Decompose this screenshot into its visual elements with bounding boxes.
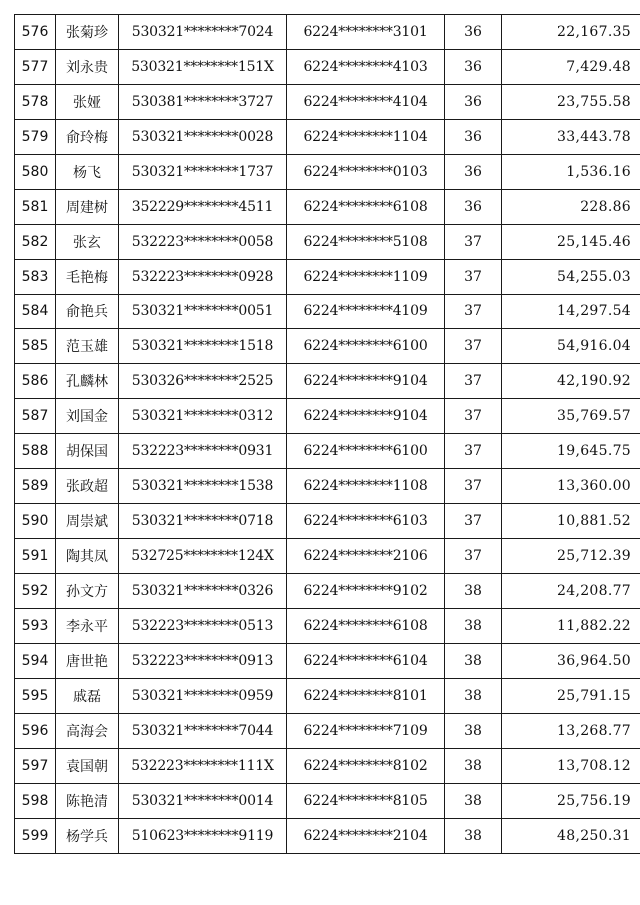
row-number-cell: 582 — [15, 224, 56, 259]
months-cell: 38 — [445, 713, 502, 748]
amount-cell: 36,964.50 — [502, 643, 640, 678]
table-row — [15, 224, 640, 259]
id-number-cell: 530321********151X — [119, 49, 287, 84]
name-cell: 张政超 — [56, 469, 119, 504]
name-cell: 陈艳清 — [56, 783, 119, 818]
months-cell: 37 — [445, 364, 502, 399]
months-cell: 36 — [445, 189, 502, 224]
id-number-cell: 510623********9119 — [119, 818, 287, 853]
table-row — [15, 748, 640, 783]
amount-cell: 11,882.22 — [502, 608, 640, 643]
months-cell: 38 — [445, 608, 502, 643]
name-cell: 李永平 — [56, 608, 119, 643]
bank-card-cell: 6224********6108 — [287, 608, 445, 643]
bank-card-cell: 6224********4104 — [287, 84, 445, 119]
name-cell: 戚磊 — [56, 678, 119, 713]
name-cell: 张玄 — [56, 224, 119, 259]
amount-cell: 13,360.00 — [502, 469, 640, 504]
table-row — [15, 818, 640, 853]
bank-card-cell: 6224********1109 — [287, 259, 445, 294]
row-number-cell: 593 — [15, 608, 56, 643]
row-number-cell: 586 — [15, 364, 56, 399]
bank-card-cell: 6224********6104 — [287, 643, 445, 678]
row-number-cell: 587 — [15, 399, 56, 434]
id-number-cell: 530321********1518 — [119, 329, 287, 364]
months-cell: 36 — [445, 15, 502, 50]
bank-card-cell: 6224********4103 — [287, 49, 445, 84]
row-number-cell: 592 — [15, 574, 56, 609]
amount-cell: 19,645.75 — [502, 434, 640, 469]
amount-cell: 54,255.03 — [502, 259, 640, 294]
amount-cell: 23,755.58 — [502, 84, 640, 119]
amount-cell: 13,268.77 — [502, 713, 640, 748]
id-number-cell: 532223********0058 — [119, 224, 287, 259]
row-number-cell: 584 — [15, 294, 56, 329]
bank-card-cell: 6224********3101 — [287, 15, 445, 50]
name-cell: 杨学兵 — [56, 818, 119, 853]
name-cell: 高海会 — [56, 713, 119, 748]
table-row — [15, 119, 640, 154]
months-cell: 38 — [445, 678, 502, 713]
name-cell: 周崇斌 — [56, 504, 119, 539]
name-cell: 毛艳梅 — [56, 259, 119, 294]
bank-card-cell: 6224********2104 — [287, 818, 445, 853]
id-number-cell: 532223********0513 — [119, 608, 287, 643]
table-row — [15, 294, 640, 329]
months-cell: 37 — [445, 224, 502, 259]
name-cell: 孙文方 — [56, 574, 119, 609]
id-number-cell: 532223********0928 — [119, 259, 287, 294]
table-row — [15, 713, 640, 748]
table-row — [15, 154, 640, 189]
name-cell: 周建树 — [56, 189, 119, 224]
bank-card-cell: 6224********8102 — [287, 748, 445, 783]
amount-cell: 42,190.92 — [502, 364, 640, 399]
row-number-cell: 577 — [15, 49, 56, 84]
months-cell: 37 — [445, 329, 502, 364]
id-number-cell: 532223********111X — [119, 748, 287, 783]
table-row — [15, 49, 640, 84]
records-table — [14, 14, 640, 854]
bank-card-cell: 6224********6103 — [287, 504, 445, 539]
row-number-cell: 583 — [15, 259, 56, 294]
table-row — [15, 434, 640, 469]
table-row — [15, 15, 640, 50]
amount-cell: 1,536.16 — [502, 154, 640, 189]
bank-card-cell: 6224********4109 — [287, 294, 445, 329]
amount-cell: 228.86 — [502, 189, 640, 224]
months-cell: 38 — [445, 783, 502, 818]
months-cell: 36 — [445, 84, 502, 119]
id-number-cell: 532725********124X — [119, 539, 287, 574]
name-cell: 陶其凤 — [56, 539, 119, 574]
row-number-cell: 599 — [15, 818, 56, 853]
id-number-cell: 530321********0959 — [119, 678, 287, 713]
bank-card-cell: 6224********9104 — [287, 364, 445, 399]
name-cell: 袁国朝 — [56, 748, 119, 783]
amount-cell: 33,443.78 — [502, 119, 640, 154]
id-number-cell: 530381********3727 — [119, 84, 287, 119]
bank-card-cell: 6224********6100 — [287, 329, 445, 364]
months-cell: 36 — [445, 49, 502, 84]
id-number-cell: 532223********0913 — [119, 643, 287, 678]
row-number-cell: 576 — [15, 15, 56, 50]
amount-cell: 14,297.54 — [502, 294, 640, 329]
table-row — [15, 329, 640, 364]
amount-cell: 13,708.12 — [502, 748, 640, 783]
amount-cell: 48,250.31 — [502, 818, 640, 853]
table-row — [15, 783, 640, 818]
name-cell: 杨飞 — [56, 154, 119, 189]
id-number-cell: 530326********2525 — [119, 364, 287, 399]
months-cell: 36 — [445, 154, 502, 189]
bank-card-cell: 6224********9102 — [287, 574, 445, 609]
id-number-cell: 530321********0718 — [119, 504, 287, 539]
months-cell: 37 — [445, 259, 502, 294]
id-number-cell: 530321********7024 — [119, 15, 287, 50]
bank-card-cell: 6224********0103 — [287, 154, 445, 189]
name-cell: 胡保国 — [56, 434, 119, 469]
amount-cell: 24,208.77 — [502, 574, 640, 609]
months-cell: 38 — [445, 748, 502, 783]
row-number-cell: 595 — [15, 678, 56, 713]
name-cell: 孔麟林 — [56, 364, 119, 399]
months-cell: 38 — [445, 643, 502, 678]
months-cell: 37 — [445, 469, 502, 504]
months-cell: 37 — [445, 539, 502, 574]
name-cell: 刘国金 — [56, 399, 119, 434]
table-row — [15, 643, 640, 678]
row-number-cell: 590 — [15, 504, 56, 539]
row-number-cell: 585 — [15, 329, 56, 364]
name-cell: 俞玲梅 — [56, 119, 119, 154]
months-cell: 38 — [445, 574, 502, 609]
bank-card-cell: 6224********6108 — [287, 189, 445, 224]
bank-card-cell: 6224********9104 — [287, 399, 445, 434]
amount-cell: 25,791.15 — [502, 678, 640, 713]
id-number-cell: 530321********1737 — [119, 154, 287, 189]
row-number-cell: 597 — [15, 748, 56, 783]
row-number-cell: 598 — [15, 783, 56, 818]
bank-card-cell: 6224********7109 — [287, 713, 445, 748]
amount-cell: 22,167.35 — [502, 15, 640, 50]
table-row — [15, 678, 640, 713]
id-number-cell: 530321********1538 — [119, 469, 287, 504]
table-row — [15, 539, 640, 574]
table-row — [15, 574, 640, 609]
row-number-cell: 580 — [15, 154, 56, 189]
amount-cell: 25,756.19 — [502, 783, 640, 818]
row-number-cell: 588 — [15, 434, 56, 469]
table-row — [15, 608, 640, 643]
months-cell: 37 — [445, 294, 502, 329]
table-row — [15, 399, 640, 434]
months-cell: 37 — [445, 504, 502, 539]
bank-card-cell: 6224********5108 — [287, 224, 445, 259]
amount-cell: 25,712.39 — [502, 539, 640, 574]
name-cell: 范玉雄 — [56, 329, 119, 364]
table-row — [15, 504, 640, 539]
amount-cell: 10,881.52 — [502, 504, 640, 539]
name-cell: 张娅 — [56, 84, 119, 119]
row-number-cell: 579 — [15, 119, 56, 154]
row-number-cell: 581 — [15, 189, 56, 224]
amount-cell: 35,769.57 — [502, 399, 640, 434]
name-cell: 唐世艳 — [56, 643, 119, 678]
bank-card-cell: 6224********6100 — [287, 434, 445, 469]
bank-card-cell: 6224********2106 — [287, 539, 445, 574]
amount-cell: 54,916.04 — [502, 329, 640, 364]
bank-card-cell: 6224********8105 — [287, 783, 445, 818]
amount-cell: 7,429.48 — [502, 49, 640, 84]
table-row — [15, 364, 640, 399]
id-number-cell: 530321********0014 — [119, 783, 287, 818]
months-cell: 38 — [445, 818, 502, 853]
name-cell: 刘永贵 — [56, 49, 119, 84]
id-number-cell: 530321********0326 — [119, 574, 287, 609]
id-number-cell: 352229********4511 — [119, 189, 287, 224]
name-cell: 张菊珍 — [56, 15, 119, 50]
table-row — [15, 469, 640, 504]
table-row — [15, 259, 640, 294]
bank-card-cell: 6224********1104 — [287, 119, 445, 154]
table-row — [15, 84, 640, 119]
row-number-cell: 578 — [15, 84, 56, 119]
id-number-cell: 530321********0051 — [119, 294, 287, 329]
id-number-cell: 530321********0028 — [119, 119, 287, 154]
row-number-cell: 589 — [15, 469, 56, 504]
id-number-cell: 530321********7044 — [119, 713, 287, 748]
amount-cell: 25,145.46 — [502, 224, 640, 259]
records-table-body — [15, 15, 640, 854]
row-number-cell: 591 — [15, 539, 56, 574]
bank-card-cell: 6224********8101 — [287, 678, 445, 713]
id-number-cell: 530321********0312 — [119, 399, 287, 434]
row-number-cell: 594 — [15, 643, 56, 678]
bank-card-cell: 6224********1108 — [287, 469, 445, 504]
name-cell: 俞艳兵 — [56, 294, 119, 329]
months-cell: 36 — [445, 119, 502, 154]
months-cell: 37 — [445, 434, 502, 469]
row-number-cell: 596 — [15, 713, 56, 748]
table-row — [15, 189, 640, 224]
id-number-cell: 532223********0931 — [119, 434, 287, 469]
months-cell: 37 — [445, 399, 502, 434]
